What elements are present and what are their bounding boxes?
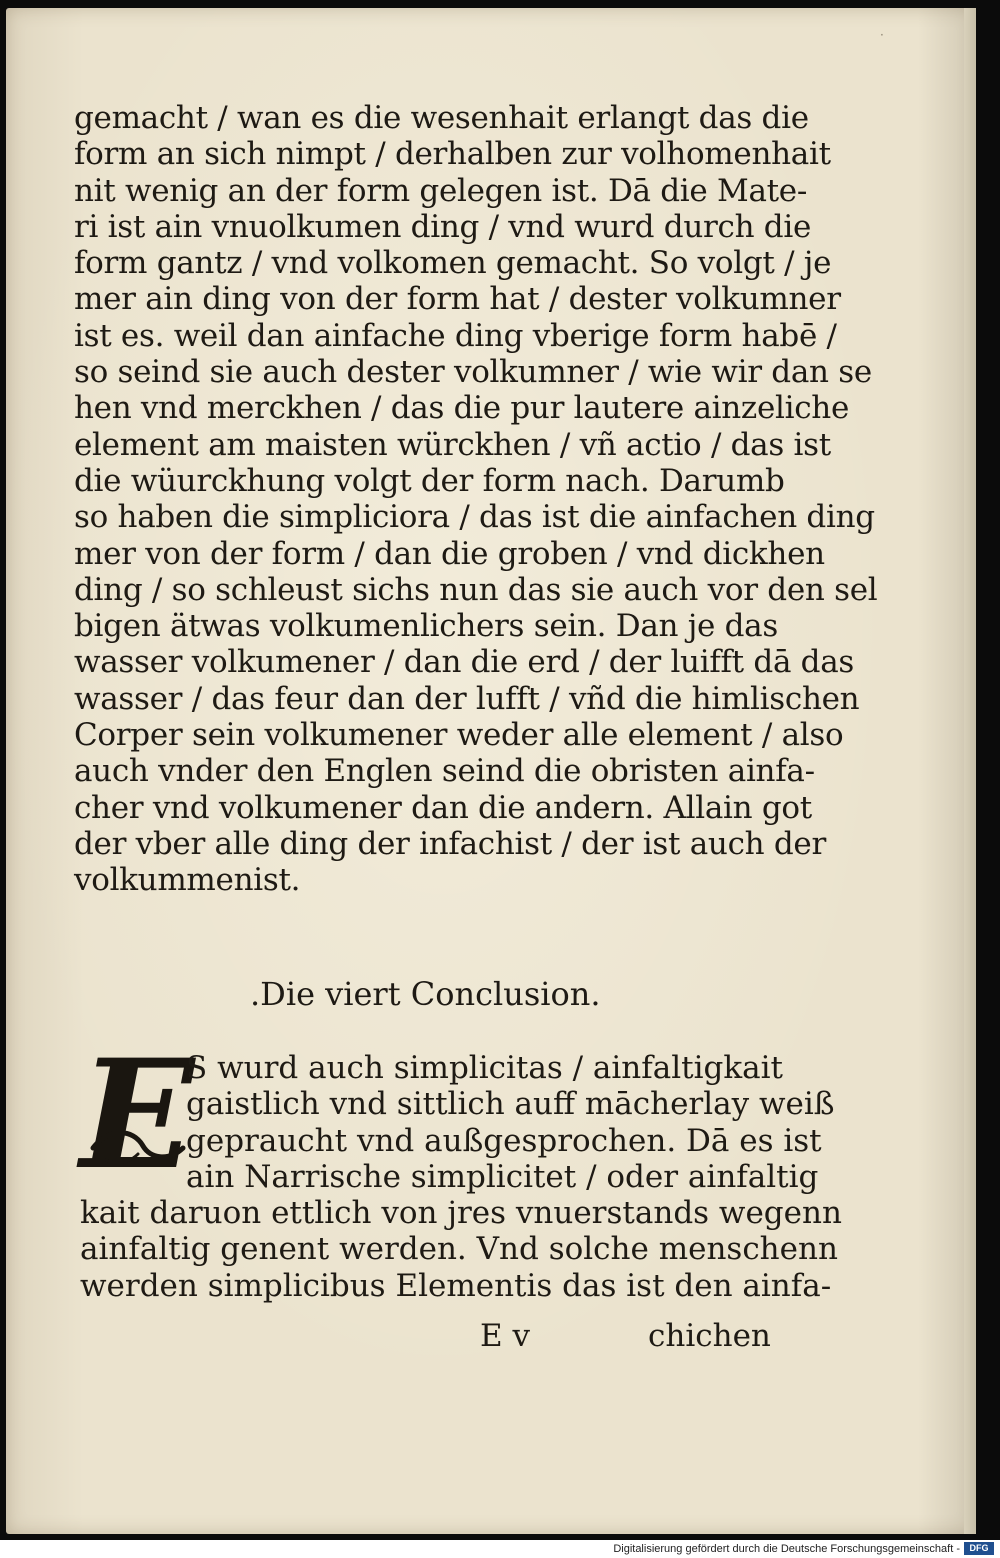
funding-credit: Digitalisierung gefördert durch die Deutsche Forschungsgemeinschaft - — [613, 1543, 960, 1555]
text-line: der vber alle ding der infachist / der ist auch der — [74, 825, 826, 862]
paragraph-1 — [74, 100, 878, 899]
signature-mark: E v — [480, 1318, 530, 1354]
text-line: ding / so schleust sichs nun das sie auch vor den sel — [74, 571, 878, 608]
text-line: volkummenist. — [74, 862, 301, 899]
dfg-logo: DFG — [964, 1542, 994, 1555]
text-line: gaistlich vnd sittlich auff mācherlay weiß — [186, 1086, 835, 1123]
catchword: chichen — [648, 1318, 771, 1354]
text-line: ainfaltig genent werden. Vnd solche menschenn — [80, 1231, 838, 1268]
text-line: werden simplicibus Elementis das ist den ainfa- — [80, 1267, 832, 1304]
text-line: S wurd auch simplicitas / ainfaltigkait — [186, 1050, 783, 1086]
text-line: gepraucht vnd außgesprochen. Dā es ist — [186, 1122, 822, 1159]
paragraph-2-full — [80, 1195, 842, 1304]
text-line: auch vnder den Englen seind die obristen ainfa- — [74, 753, 815, 790]
text-line: ain Narrische simplicitet / oder ainfaltig — [186, 1158, 819, 1195]
text-line: Corper sein volkumener weder alle element / also — [74, 717, 844, 754]
signature-row — [480, 1318, 780, 1354]
text-line: element am maisten würckhen / vñ actio / das ist — [74, 426, 831, 463]
text-line: bigen ätwas volkumenlichers sein. Dan je das — [74, 608, 778, 645]
text-line: mer von der form / dan die groben / vnd dickhen — [74, 535, 825, 572]
text-line: form gantz / vnd volkomen gemacht. So volgt / je — [74, 245, 832, 282]
text-line: cher vnd volkumener dan die andern. Allain got — [74, 789, 812, 826]
text-line: hen vnd merckhen / das die pur lautere ainzeliche — [74, 390, 849, 427]
text-line: nit wenig an der form gelegen ist. Dā die Mate- — [74, 172, 808, 209]
initial-flourish-ornament — [88, 1118, 188, 1168]
text-line: wasser volkumener / dan die erd / der luifft dā das — [74, 644, 855, 681]
text-line: mer ain ding von der form hat / dester volkumner — [74, 281, 841, 318]
text-line: form an sich nimpt / derhalben zur volhomenhait — [74, 136, 831, 173]
paragraph-2-indented — [186, 1050, 835, 1195]
text-line: so seind sie auch dester volkumner / wie wir dan se — [74, 354, 872, 391]
text-line: ist es. weil dan ainfache ding vberige form habē / — [74, 317, 837, 354]
page-edge — [964, 8, 976, 1534]
section-heading: .Die viert Conclusion. — [250, 975, 601, 1013]
footer-bar — [0, 1540, 1000, 1558]
text-line: die wüurckhung volgt der form nach. Darumb — [74, 462, 785, 499]
decorated-initial: E — [80, 1027, 195, 1203]
text-line: ri ist ain vnuolkumen ding / vnd wurd durch die — [74, 208, 811, 245]
corner-mark: · — [880, 28, 884, 42]
text-line: gemacht / wan es die wesenhait erlangt das die — [74, 100, 809, 136]
text-line: so haben die simpliciora / das ist die ainfachen ding — [74, 499, 875, 536]
text-line: kait daruon ettlich von jres vnuerstands wegenn — [80, 1195, 842, 1231]
text-line: wasser / das feur dan der lufft / vñd die himlischen — [74, 680, 860, 717]
